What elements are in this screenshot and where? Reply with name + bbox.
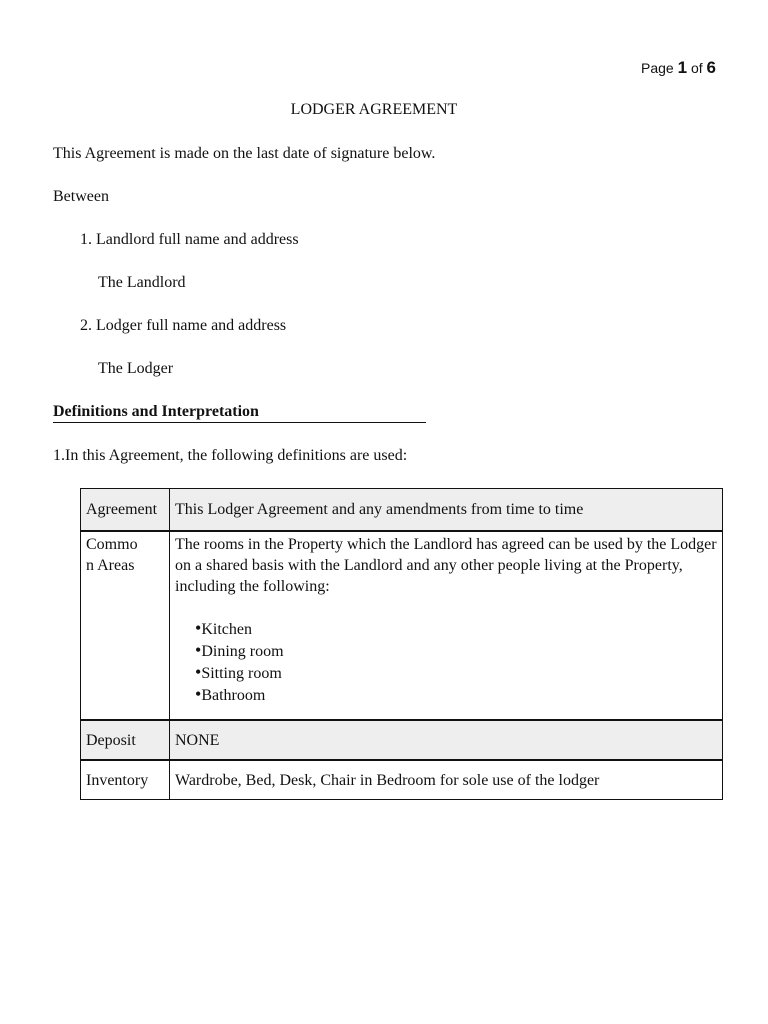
page-label: Page — [641, 60, 674, 76]
term-line: Commo — [86, 536, 138, 553]
landlord-label: 1. Landlord full name and address — [80, 231, 299, 248]
definition-cell: NONE — [170, 720, 723, 760]
term-cell: Inventory — [81, 760, 170, 800]
list-item: • Bathroom — [195, 684, 717, 706]
common-areas-list — [195, 618, 717, 706]
page-of: of — [690, 60, 703, 76]
page-current: 1 — [677, 58, 688, 77]
list-item: • Dining room — [195, 640, 717, 662]
term-cell: Deposit — [81, 720, 170, 760]
table-row — [81, 720, 723, 760]
lodger-label: 2. Lodger full name and address — [80, 317, 287, 334]
lodger-name: The Lodger — [98, 360, 174, 377]
definition-cell: Wardrobe, Bed, Desk, Chair in Bedroom for sole use of the lodger — [170, 760, 723, 800]
definitions-heading: Definitions and Interpretation — [53, 403, 426, 423]
definition-cell — [170, 531, 723, 720]
definitions-intro: 1.In this Agreement, the following definitions are used: — [53, 447, 408, 464]
table-row — [81, 531, 723, 720]
table-row — [81, 760, 723, 800]
definition-text: The rooms in the Property which the Landlord has agreed can be used by the Lodger on a shared basis with the Landlord and any other people living at the Property, including the following: — [175, 536, 717, 595]
document-title: LODGER AGREEMENT — [290, 101, 458, 118]
landlord-name: The Landlord — [98, 274, 186, 291]
term-cell: Agreement — [81, 489, 170, 532]
definitions-table — [80, 488, 723, 800]
page-number — [641, 58, 716, 78]
list-item: • Kitchen — [195, 618, 717, 640]
intro-text: This Agreement is made on the last date of signature below. — [53, 145, 436, 162]
page-total: 6 — [706, 58, 716, 77]
term-cell — [81, 531, 170, 720]
list-item: • Sitting room — [195, 662, 717, 684]
definition-cell: This Lodger Agreement and any amendments from time to time — [170, 489, 723, 532]
between-text: Between — [53, 188, 109, 205]
table-row — [81, 489, 723, 532]
term-line: n Areas — [86, 557, 135, 574]
